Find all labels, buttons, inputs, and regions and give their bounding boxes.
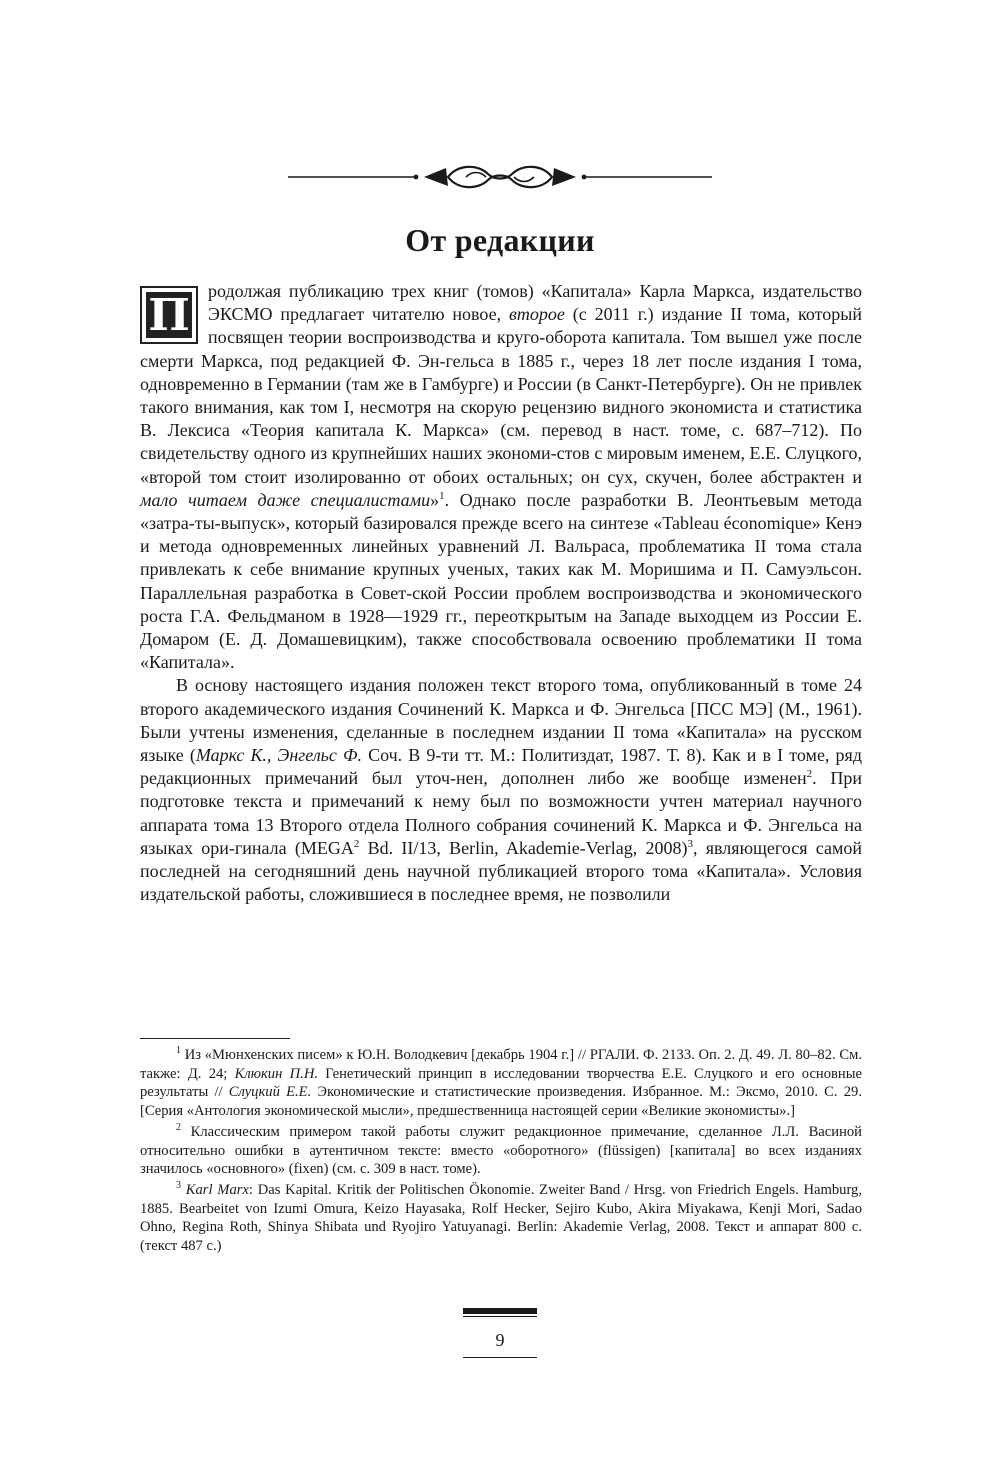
footnotes <box>140 1046 862 1258</box>
p1-text-c: » <box>430 489 440 510</box>
ornament-divider <box>288 162 712 192</box>
fn1-text-b: Генетический принцип в исследовании творчества Е.Е. Слуцкого и его основные результаты // <box>140 1065 863 1101</box>
p2-text-b: Соч. В 9-ти тт. М.: Политиздат, 1987. Т. 8). Как и в I томе, ряд редакционных примечаний был уточ-нен, дополнен либо же вообще изменен <box>140 745 862 789</box>
fn3-italic-a: Karl Marx <box>185 1181 249 1198</box>
p1-italic-b: мало читаем даже специалистами <box>140 489 431 510</box>
p2-text-d: Bd. II/13, Berlin, Akademie-Verlag, 2008) <box>359 837 688 858</box>
footnote-ref-1: 1 <box>439 489 445 502</box>
paragraph-2 <box>140 674 862 906</box>
fn2-text: Классическим примером такой работы служит редакционное примечание, сделанное Л.Л. Васиной относительно ошибки в аутентичном тексте: вместо «оборотного» (flüssigen) [капитала] во всех изданиях значилось «основного» (fixen) (см. с. 309 в наст. томе). <box>140 1123 862 1178</box>
page-number: 9 <box>495 1330 505 1350</box>
paragraph-1 <box>140 280 862 674</box>
footnote-rule <box>140 1038 290 1039</box>
p1-text-d: . Однако после разработки В. Леонтьевым метода «затра-ты-выпуск», который базировался прежде всего на синтезе «Tableau économique» Кенэ и метода одновременных линейных уравнений Л. Вальраса, проблематика II тома стала привлекать к себе внимание крупных ученых, таких как М. Моришима и П. Самуэльсон. Параллельная разработка в Совет-ской России проблем воспроизводства и экономического роста Г.А. Фельдманом в 1928—1929 гг., переоткрытым на Западе выходцем из России Е. Домаром (Е. Д. Домашевицким), также способствовала освоению проблематики II тома «Капитала». <box>140 489 862 673</box>
dropcap-letter: П <box>146 292 192 338</box>
p1-text-b: (с 2011 г.) издание II тома, который посвящен теории воспроизводства и круго-оборота капитала. Том вышел уже после смерти Маркса, под редакцией Ф. Эн-гельса в 1885 г., через 18 лет после издания I тома, одновременно в Германии (там же в Гамбурге) и России (в Санкт-Петербурге). Он не привлек такого внимания, как том I, несмотря на скорую рецензию видного экономиста и статистика В. Лексиса «Теория капитала К. Маркса» (см. перевод в наст. томе, с. 687–712). По свидетельству одного из крупнейших наших экономи-стов с мировым именем, Е.Е. Слуцкого, «второй том стоит изолированно от обоих остальных; он сух, скучен, более абстрактен и <box>140 304 862 487</box>
footnote-3-number: 3 <box>176 1180 181 1192</box>
folio-underline <box>463 1357 537 1358</box>
footnote-2-number: 2 <box>176 1121 181 1133</box>
fn1-text-c: Экономические и статистические произведения. Избранное. М.: Эксмо, 2010. С. 29. [Серия «Антология экономической мысли», предшественница настоящей серии «Великие экономисты».] <box>140 1084 863 1120</box>
footnote-ref-2: 2 <box>806 768 813 781</box>
p1-text-a: родолжая публикацию трех книг (томов) «Капитала» Карла Маркса, издательство ЭКСМО предлагает читателю новое, <box>208 281 862 325</box>
p2-italic-a: Маркс К., Энгельс Ф. <box>195 745 362 766</box>
p2-text-e: , являющегося самой последней на сегодняшний день научной публикацией второго тома «Капитала». Условия издательской работы, сложившиеся в последнее время, не позволили <box>140 837 862 905</box>
page-title: От редакции <box>405 222 595 258</box>
folio-bar <box>463 1308 537 1314</box>
p2-text-c: . При подготовке текста и примечаний к нему был по возможности учтен материал научного аппарата тома 13 Второго отдела Полного собрания сочинений К. Маркса и Ф. Энгельса на языках ори-гинала (MEGA <box>140 768 862 858</box>
main-text <box>140 280 862 906</box>
fn3-text-b: : Das Kapital. Kritik der Politischen Ökonomie. Zweiter Band / Hrsg. von Friedrich Engels. Hamburg, 1885. Bearbeitet von Izumi Omura, Keizo Hayasaka, Rolf Hecker, Sejiro Kubo, Akira Miyakawa, Kenji Mori, Sadao Ohno, Regina Roth, Shinya Shibata und Ryojiro Yatuyanagi. Berlin: Akademie Verlag, 2008. Текст и аппарат 800 с. (текст 487 с.) <box>140 1181 862 1255</box>
mega-superscript: 2 <box>353 837 360 850</box>
fn1-italic-b: Слуцкий Е.Е. <box>228 1084 312 1101</box>
footnote-2 <box>140 1123 862 1179</box>
fn1-italic-a: Клюкин П.Н. <box>234 1065 319 1082</box>
p2-text-a: В основу настоящего издания положен текст второго тома, опубликованный в томе 24 второго академического издания Сочинений К. Маркса и Ф. Энгельса [ПСС МЭ] (М., 1961). Были учтены изменения, сделанные в последнем издании II тома «Капитала» на русском языке ( <box>140 675 862 766</box>
fn1-text-a: Из «Мюнхенских писем» к Ю.Н. Володкевич [декабрь 1904 г.] // РГАЛИ. Ф. 2133. Оп. 2. Д. 49. Л. 80–82. См. также: Д. 24; <box>140 1047 862 1082</box>
footnote-3 <box>140 1181 862 1256</box>
footnote-1 <box>140 1046 862 1121</box>
dropcap <box>140 286 198 344</box>
footnote-ref-3: 3 <box>687 837 694 850</box>
footnote-1-number: 1 <box>176 1045 181 1057</box>
p1-italic-a: второе <box>509 304 565 325</box>
folio-bar-thin <box>463 1316 537 1317</box>
